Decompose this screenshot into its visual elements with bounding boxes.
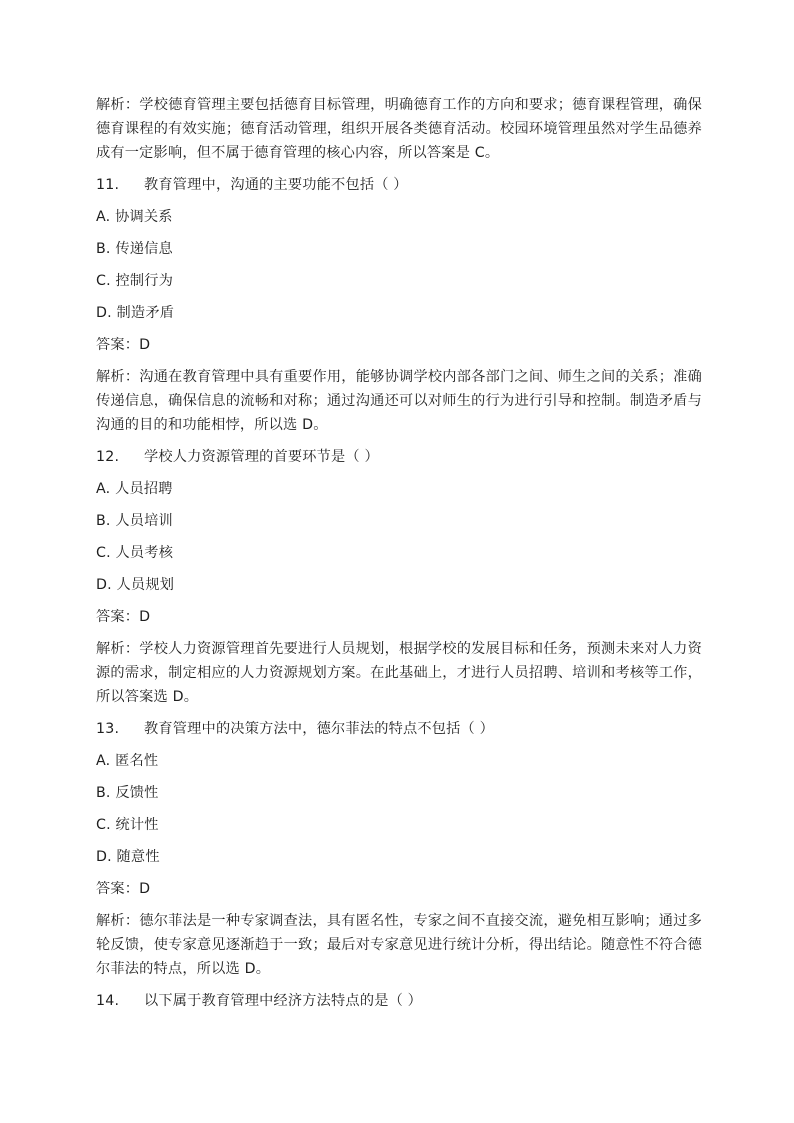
question-text: 教育管理中的决策方法中，德尔菲法的特点不包括（ ）	[144, 721, 495, 737]
question-14	[96, 989, 702, 1013]
question-text: 学校人力资源管理的首要环节是（ ）	[144, 449, 379, 465]
answer-line: 答案：D	[96, 609, 151, 625]
option-c: C. 人员考核	[96, 545, 174, 561]
option-c: C. 统计性	[96, 817, 159, 833]
answer-line: 答案：D	[96, 337, 151, 353]
document-page	[96, 93, 702, 1021]
analysis-paragraph: 解析：学校德育管理主要包括德育目标管理，明确德育工作的方向和要求；德育课程管理，确保德育课程的有效实施；德育活动管理，组织开展各类德育活动。校园环境管理虽然对学生品德养成有一定影响，但不属于德育管理的核心内容，所以答案是 C。	[96, 97, 702, 161]
analysis-paragraph: 解析：沟通在教育管理中具有重要作用，能够协调学校内部各部门之间、师生之间的关系；准确传递信息，确保信息的流畅和对称；通过沟通还可以对师生的行为进行引导和控制。制造矛盾与沟通的目的和功能相悖，所以选 D。	[96, 369, 702, 433]
option-a: A. 人员招聘	[96, 481, 173, 497]
option-b: B. 传递信息	[96, 241, 173, 257]
question-13	[96, 717, 702, 741]
option-a: A. 协调关系	[96, 209, 173, 225]
question-number: 14.	[96, 993, 120, 1009]
question-number: 13.	[96, 721, 120, 737]
question-text: 以下属于教育管理中经济方法特点的是（ ）	[144, 993, 423, 1009]
analysis-paragraph: 解析：德尔菲法是一种专家调查法，具有匿名性，专家之间不直接交流，避免相互影响；通过多轮反馈，使专家意见逐渐趋于一致；最后对专家意见进行统计分析，得出结论。随意性不符合德尔菲法的特点，所以选 D。	[96, 913, 702, 977]
option-d: D. 人员规划	[96, 577, 175, 593]
analysis-paragraph: 解析：学校人力资源管理首先要进行人员规划，根据学校的发展目标和任务，预测未来对人力资源的需求，制定相应的人力资源规划方案。在此基础上，才进行人员招聘、培训和考核等工作，所以答案选 D。	[96, 641, 702, 705]
answer-line: 答案：D	[96, 881, 151, 897]
question-text: 教育管理中，沟通的主要功能不包括（ ）	[144, 177, 408, 193]
option-c: C. 控制行为	[96, 273, 174, 289]
option-b: B. 人员培训	[96, 513, 173, 529]
question-12	[96, 445, 702, 469]
question-number: 11.	[96, 177, 120, 193]
question-number: 12.	[96, 449, 120, 465]
option-d: D. 随意性	[96, 849, 160, 865]
option-a: A. 匿名性	[96, 753, 159, 769]
option-b: B. 反馈性	[96, 785, 159, 801]
option-d: D. 制造矛盾	[96, 305, 175, 321]
question-11	[96, 173, 702, 197]
